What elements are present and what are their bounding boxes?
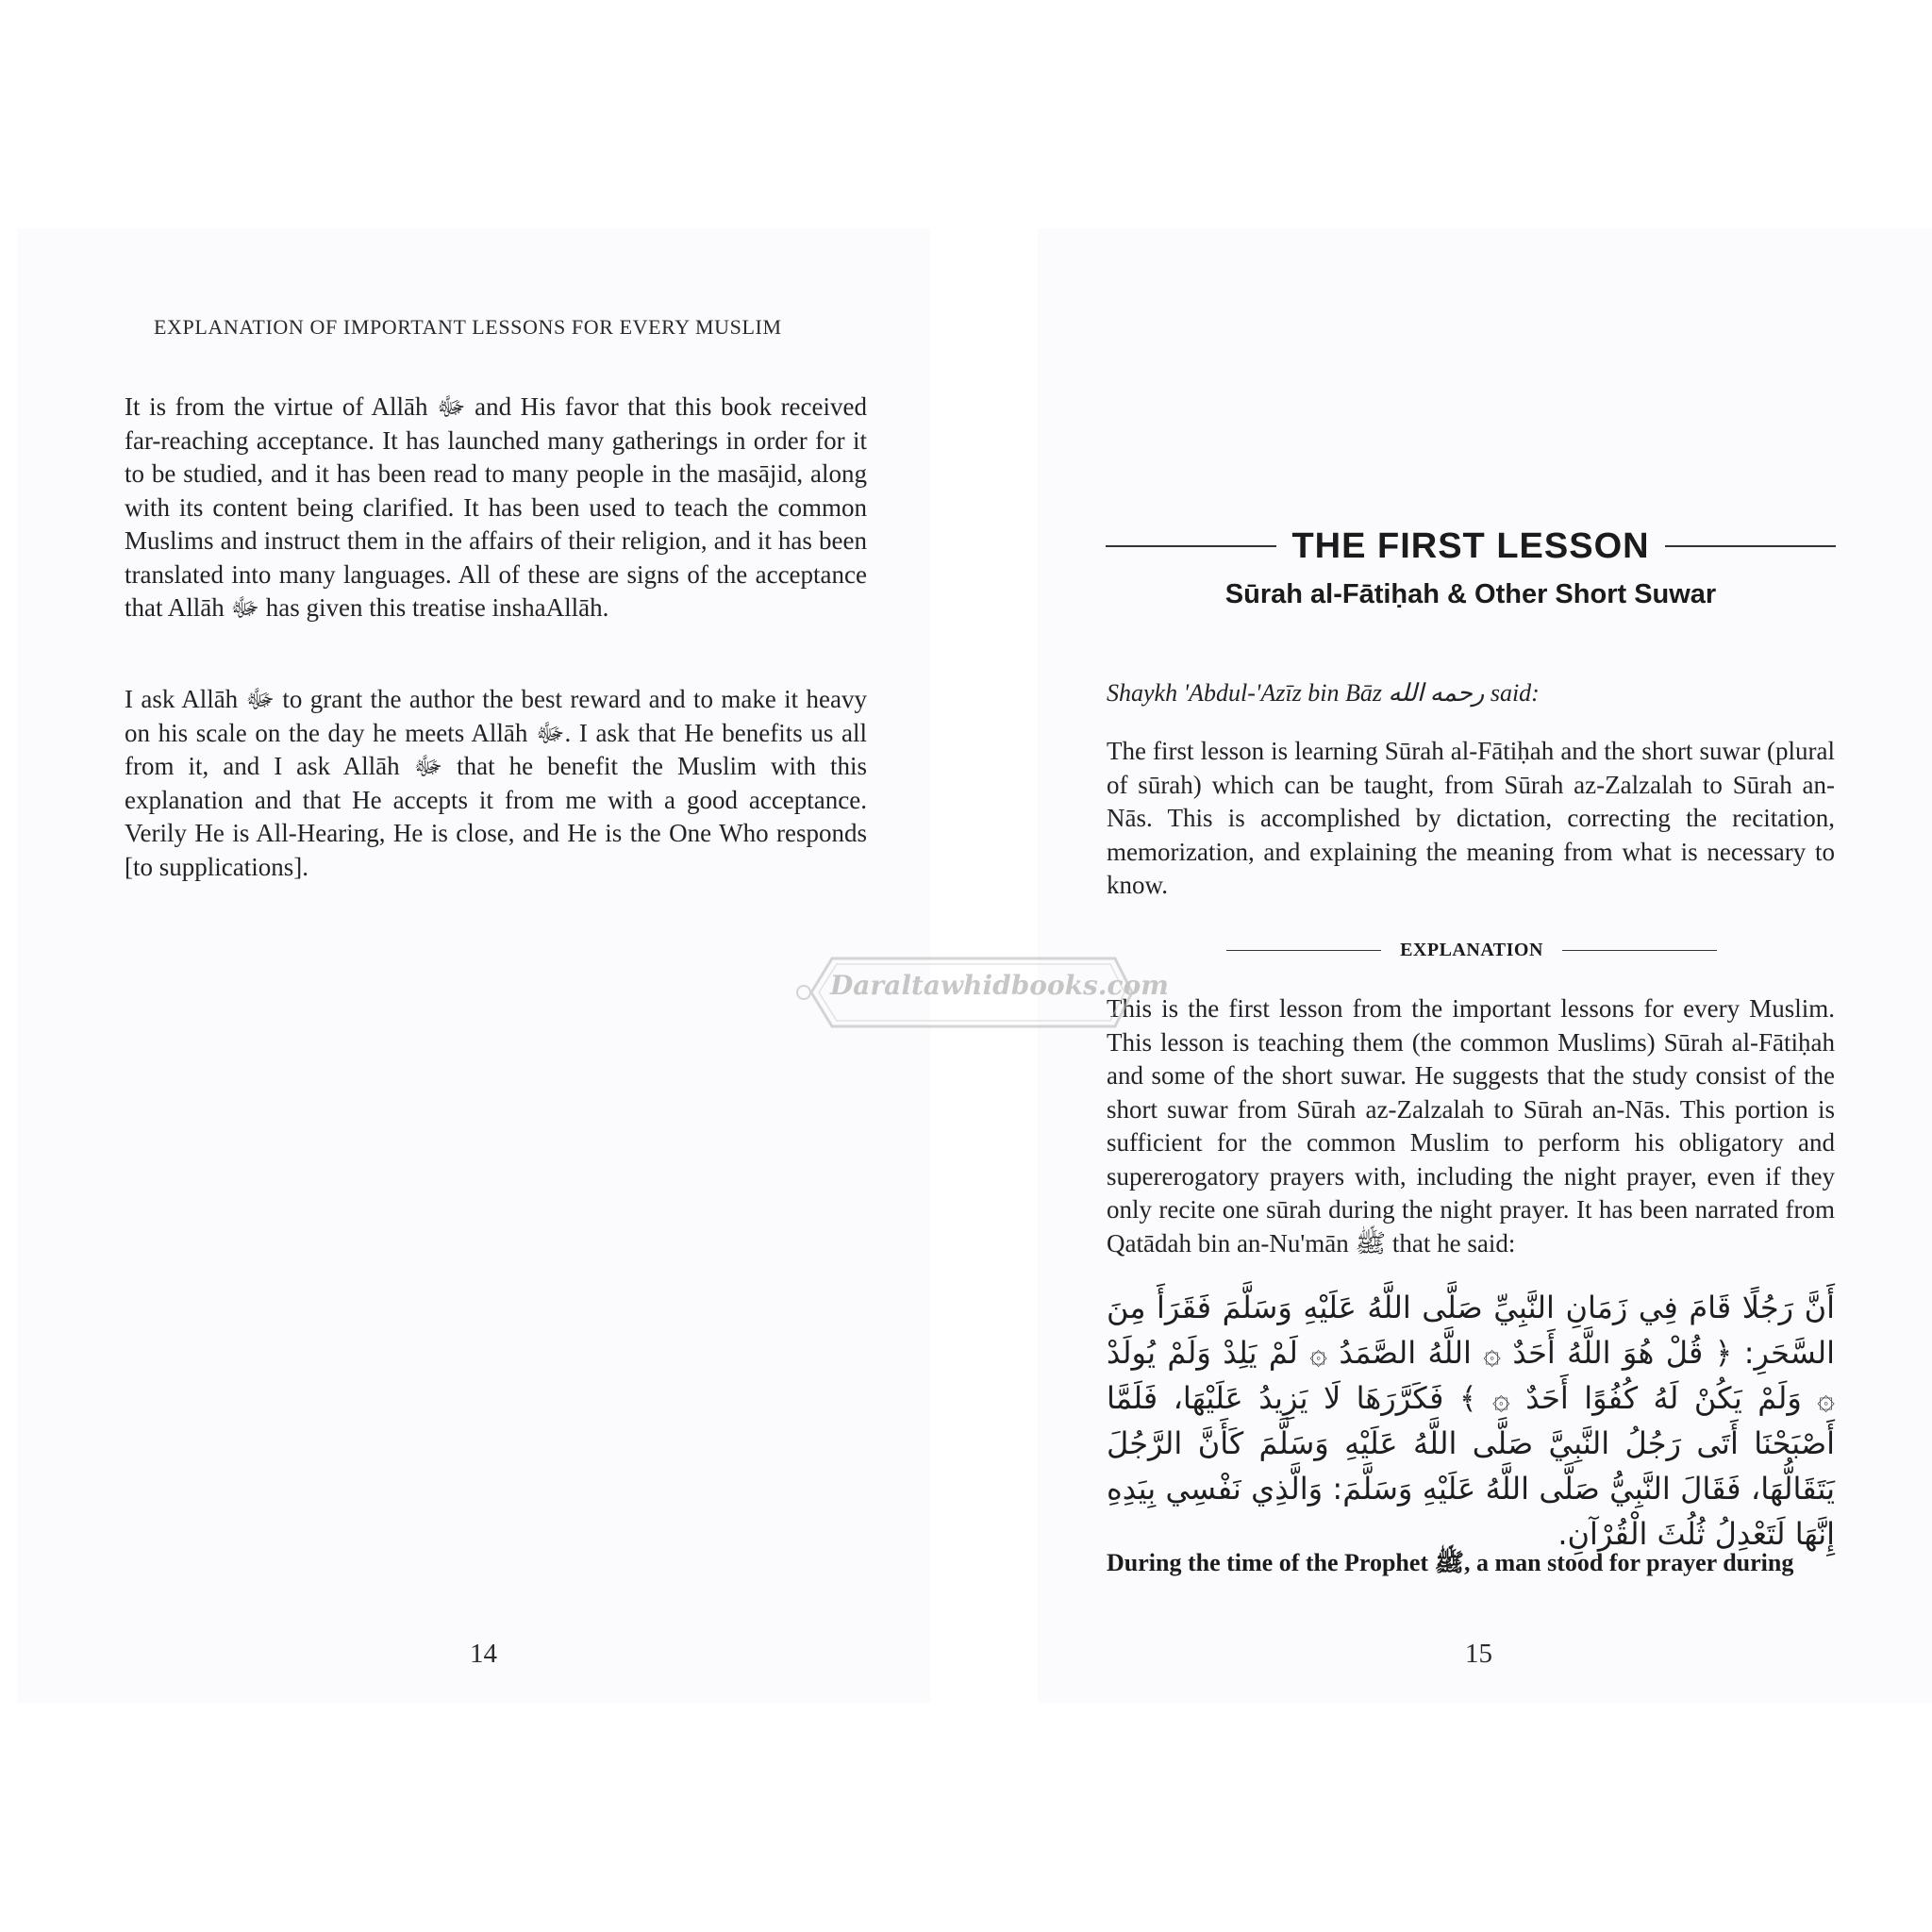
- running-head: EXPLANATION OF IMPORTANT LESSONS FOR EVERY MUSLIM: [154, 315, 782, 339]
- right-paragraph-1: The first lesson is learning Sūrah al-Fātiḥah and the short suwar (plural of sūrah) which can be taught, from Sūrah az-Zalzalah to Sūrah an-Nās. This is accomplished by dictation, correcting the recitation, memorization, and explaining the meaning from what is necessary to know.: [1107, 737, 1835, 899]
- left-page-number: 14: [470, 1639, 497, 1669]
- explanation-rule-left: [1226, 950, 1381, 951]
- left-paragraph-1: It is from the virtue of Allāh ﷻ and His favor that this book received far-reaching acceptance. It has launched many gatherings in order for it to be studied, and it has been read to many people in the masājid, along with its content being clarified. It has been used to teach the common Muslims and instruct them in the affairs of their religion, and it has been translated into many languages. All of these are signs of the acceptance that Allāh ﷻ has given this treatise inshaAllāh.: [125, 392, 867, 622]
- explanation-rule-right: [1562, 950, 1717, 951]
- right-page-number: 15: [1465, 1639, 1492, 1669]
- title-rule-right: [1665, 545, 1836, 547]
- lesson-title: [1106, 521, 1836, 572]
- watermark-text: Daraltawhidbooks.com: [830, 970, 1169, 1001]
- explanation-heading-text: EXPLANATION: [1400, 939, 1543, 960]
- explanation-heading: [1226, 936, 1717, 964]
- bold-translation-line: During the time of the Prophet ﷺ, a man stood for prayer during: [1107, 1549, 1794, 1576]
- lesson-title-text: THE FIRST LESSON: [1291, 525, 1650, 566]
- author-line: Shaykh 'Abdul-'Azīz bin Bāz رحمه الله said:: [1107, 679, 1540, 707]
- watermark: [785, 947, 1169, 1038]
- arabic-hadith: أَنَّ رَجُلًا قَامَ فِي زَمَانِ النَّبِيِّ صَلَّى اللَّهُ عَلَيْهِ وَسَلَّمَ فَقَرَأَ مِنَ السَّحَرِ: ﴿ قُلْ هُوَ اللَّهُ أَحَدٌ ۞ اللَّهُ الصَّمَدُ ۞ لَمْ يَلِدْ وَلَمْ يُولَدْ ۞ وَلَمْ يَكُنْ لَهُ كُفُوًا أَحَدٌ ۞ ﴾ فَكَرَّرَهَا لَا يَزِيدُ عَلَيْهَا، فَلَمَّا أَصْبَحْنَا أَتَى رَجُلُ النَّبِيَّ صَلَّى اللَّهُ عَلَيْهِ وَسَلَّمَ كَأَنَّ الرَّجُلَ يَتَقَالُّهَا، فَقَالَ النَّبِيُّ صَلَّى اللَّهُ عَلَيْهِ وَسَلَّمَ: وَالَّذِي نَفْسِي بِيَدِهِ إِنَّهَا لَتَعْدِلُ ثُلُثَ الْقُرْآنِ.: [1107, 1290, 1835, 1552]
- right-paragraph-2: This is the first lesson from the important lessons for every Muslim. This lesson is teaching them (the common Muslims) Sūrah al-Fātiḥah and some of the short suwar. He suggests that the study consist of the short suwar from Sūrah az-Zalzalah to Sūrah an-Nās. This portion is sufficient for the common Muslim to perform his obligatory and supererogatory prayers with, including the night prayer, even if they only recite one sūrah during the night prayer. It has been narrated from Qatādah bin an-Nu'mān ﷺ that he said:: [1107, 994, 1835, 1257]
- title-rule-left: [1106, 545, 1276, 547]
- lesson-subtitle: Sūrah al-Fātiḥah & Other Short Suwar: [1224, 579, 1717, 609]
- left-paragraph-2: I ask Allāh ﷻ to grant the author the best reward and to make it heavy on his scale on the day he meets Allāh ﷻ. I ask that He benefits us all from it, and I ask Allāh ﷻ that he benefit the Muslim with this explanation and that He accepts it from me with a good acceptance. Verily He is All-Hearing, He is close, and He is the One Who responds [to supplications].: [125, 685, 867, 881]
- right-page: [1038, 228, 1932, 1703]
